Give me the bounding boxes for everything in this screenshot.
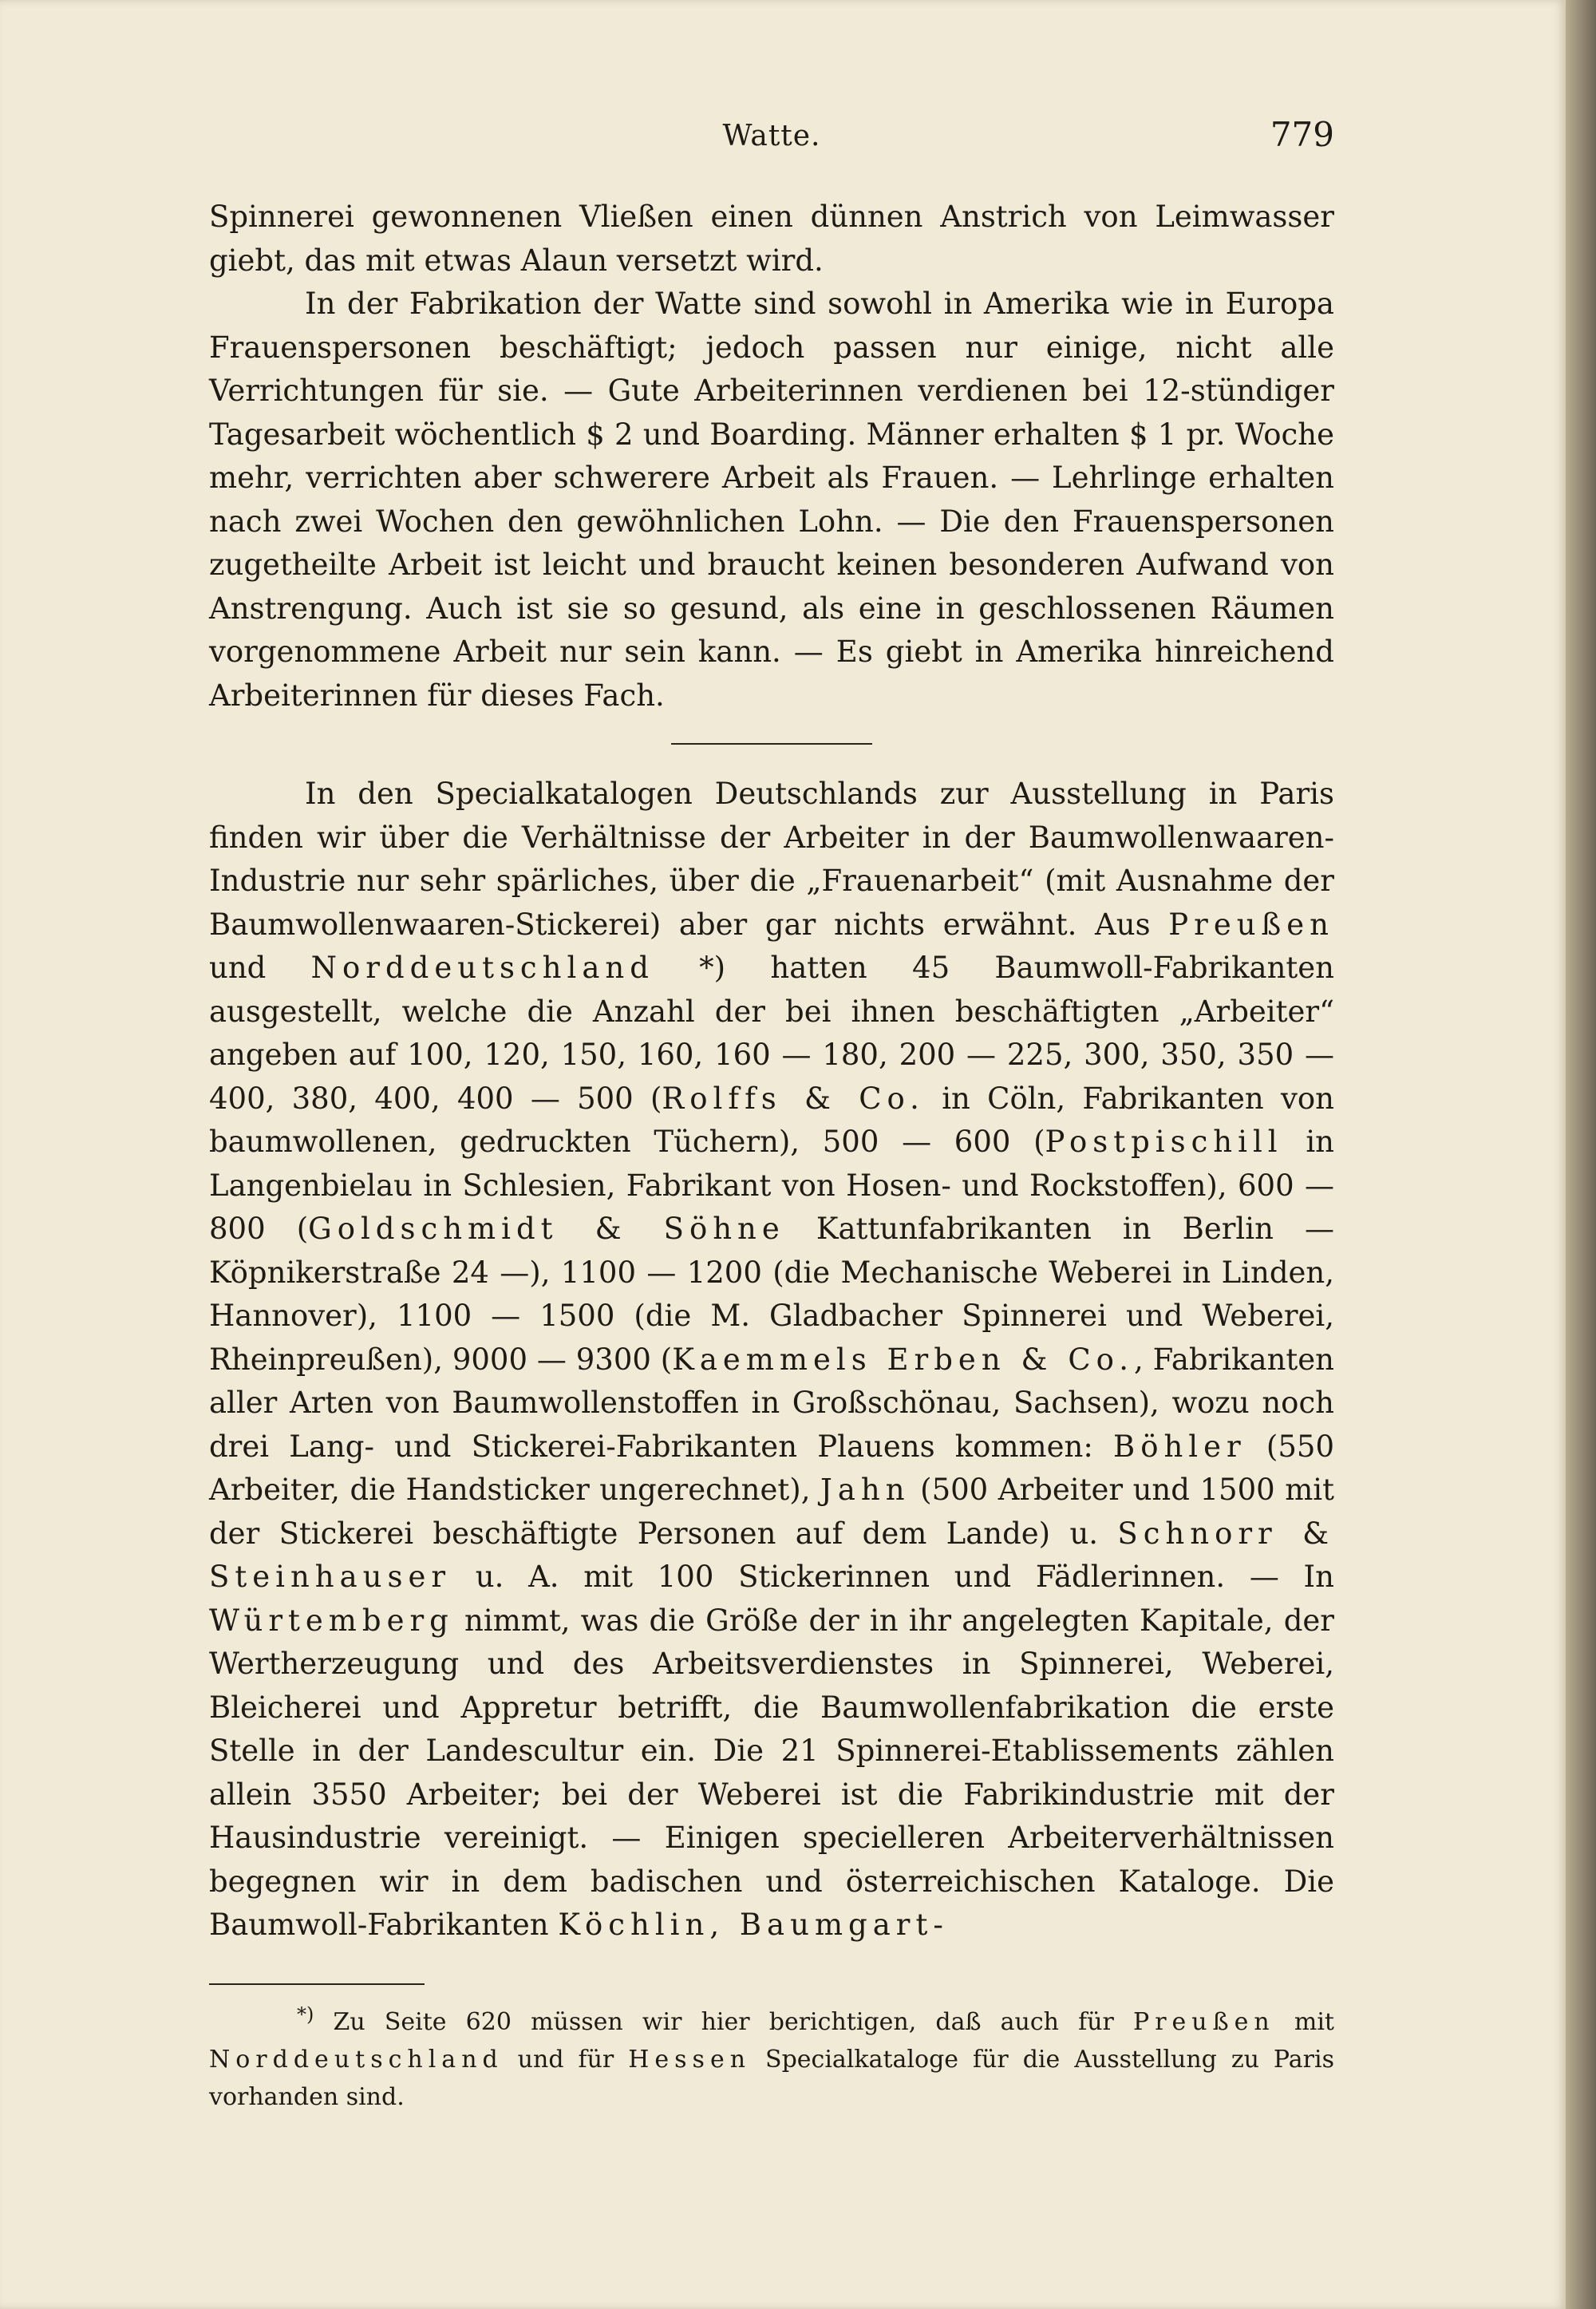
paragraph-continued: Spinnerei gewonnenen Vließen einen dünnen Anstrich von Leimwasser giebt, das mit etwas Alaun versetzt wird. bbox=[209, 200, 1334, 278]
page-header bbox=[209, 115, 1334, 168]
text-run: In den Specialkatalogen Deutschlands zur Ausstellung in Paris finden wir über die Verhältnisse der Arbeiter in der Baumwollenwaaren-Industrie nur sehr spärliches, über die „Frauenarbeit“ (mit Ausnahme der Baumwollenwaaren-Stickerei) aber gar nichts erwähnt. Aus bbox=[209, 777, 1334, 942]
text-run: nimmt, was die Größe der in ihr angelegten Kapitale, der Wertherzeugung und des Arbeitsverdienstes in Spinnerei, Weberei, Bleicherei und Appretur betrifft, die Baumwollenfabrikation die erste Stelle in der Landescultur ein. Die 21 Spinnerei-Etablissements zählen allein 3550 Arbeiter; bei der Weberei ist die Fabrikindustrie mit der Hausindustrie vereinigt. — Einigen specielleren Arbeiterverhältnissen begegnen wir in dem badischen und österreichischen Kataloge. Die Baumwoll-Fabrikanten bbox=[209, 1603, 1334, 1942]
footnote-mark: *) bbox=[297, 2003, 314, 2026]
spaced-name-postpischill: Postpischill bbox=[1045, 1125, 1283, 1159]
footnote bbox=[209, 2003, 1334, 2116]
spaced-name-rolffs: Rolffs & Co. bbox=[662, 1081, 925, 1116]
text-run: *) hatten 45 Baumwoll-Fabrikanten ausgestellt, welche die Anzahl der bei ihnen beschäftigten „Arbeiter“ angeben auf 100, 120, 150, 160, 160 — 180, 200 — 225, 300, 350, 350 — 400, 380, 400, 400 — 500 ( bbox=[209, 951, 1334, 1116]
spaced-name-jahn: Jahn bbox=[820, 1473, 911, 1507]
spaced-name-boehler: Böhler bbox=[1113, 1429, 1246, 1464]
page-number: 779 bbox=[1270, 115, 1334, 154]
text-run: (550 Arbeiter, die Handsticker ungerechnet), bbox=[209, 1429, 1334, 1507]
text-run: und für bbox=[503, 2046, 629, 2074]
text-run: , Fabrikanten aller Arten von Baumwollenstoffen in Großschönau, Sachsen), wozu noch drei Lang- und Stickerei-Fabrikanten Plauens kommen: bbox=[209, 1342, 1334, 1464]
spaced-name-norddeutschland: Norddeutschland bbox=[310, 951, 654, 985]
text-run: u. A. mit 100 Stickerinnen und Fädlerinnen. — In bbox=[451, 1560, 1334, 1594]
text-run: Specialkataloge für die Ausstellung zu Paris vorhanden sind. bbox=[209, 2046, 1334, 2111]
spaced-name-preussen: Preußen bbox=[1168, 907, 1334, 942]
spaced-name-wuertemberg: Würtemberg bbox=[209, 1603, 454, 1638]
spaced-name-goldschmidt: Goldschmidt & Söhne bbox=[308, 1212, 785, 1246]
text-run: (500 Arbeiter und 1500 mit der Stickerei beschäftigte Personen auf dem Lande) u. bbox=[209, 1473, 1334, 1551]
body-text bbox=[209, 196, 1334, 1947]
text-run: und bbox=[209, 951, 311, 985]
spaced-name-norddeutschland: Norddeutschland bbox=[209, 2046, 504, 2074]
text-run: in Langenbielau in Schlesien, Fabrikant von Hosen- und Rockstoffen), 600 — 800 ( bbox=[209, 1125, 1335, 1246]
text-run: Kattunfabrikanten in Berlin — Köpnikerstraße 24 —), 1100 — 1200 (die Mechanische Weberei in Linden, Hannover), 1100 — 1500 (die M. Gladbacher Spinnerei und Weberei, Rheinpreußen), 9000 — 9300 ( bbox=[209, 1212, 1334, 1377]
spaced-name-hessen: Hessen bbox=[628, 2046, 752, 2074]
page-edge bbox=[1566, 0, 1596, 2309]
text-run: mit bbox=[1274, 2008, 1334, 2036]
spaced-name-schnorr: Schnorr & Steinhauser bbox=[209, 1516, 1334, 1594]
running-title: Watte. bbox=[722, 120, 821, 152]
paragraph-special-catalogues bbox=[209, 773, 1334, 1947]
footnote-rule bbox=[209, 1983, 425, 1985]
text-run: Zu Seite 620 müssen wir hier berichtigen, daß auch für bbox=[314, 2008, 1134, 2036]
spaced-name-preussen: Preußen bbox=[1133, 2008, 1275, 2036]
spaced-name-kaemmels: Kaemmels Erben & Co. bbox=[672, 1342, 1135, 1377]
paragraph-watte-labour: In der Fabrikation der Watte sind sowohl in Amerika wie in Europa Frauenspersonen beschäftigt; jedoch passen nur einige, nicht alle Verrichtungen für sie. — Gute Arbeiterinnen verdienen bei 12-stündiger Tagesarbeit wöchentlich $ 2 und Boarding. Männer erhalten $ 1 pr. Woche mehr, verrichten aber schwerere Arbeit als Frauen. — Lehrlinge erhalten nach zwei Wochen den gewöhnlichen Lohn. — Die den Frauenspersonen zugetheilte Arbeit ist leicht und braucht keinen besonderen Aufwand von Anstrengung. Auch ist sie so gesund, als eine in geschlossenen Räumen vorgenommene Arbeit nur sein kann. — Es giebt in Amerika hinreichend Arbeiterinnen für dieses Fach. bbox=[209, 287, 1334, 713]
text-run: in Cöln, Fabrikanten von baumwollenen, gedruckten Tüchern), 500 — 600 ( bbox=[209, 1081, 1335, 1159]
spaced-name-koechlin: Köchlin, Baumgart- bbox=[558, 1908, 949, 1942]
section-divider bbox=[671, 743, 872, 745]
